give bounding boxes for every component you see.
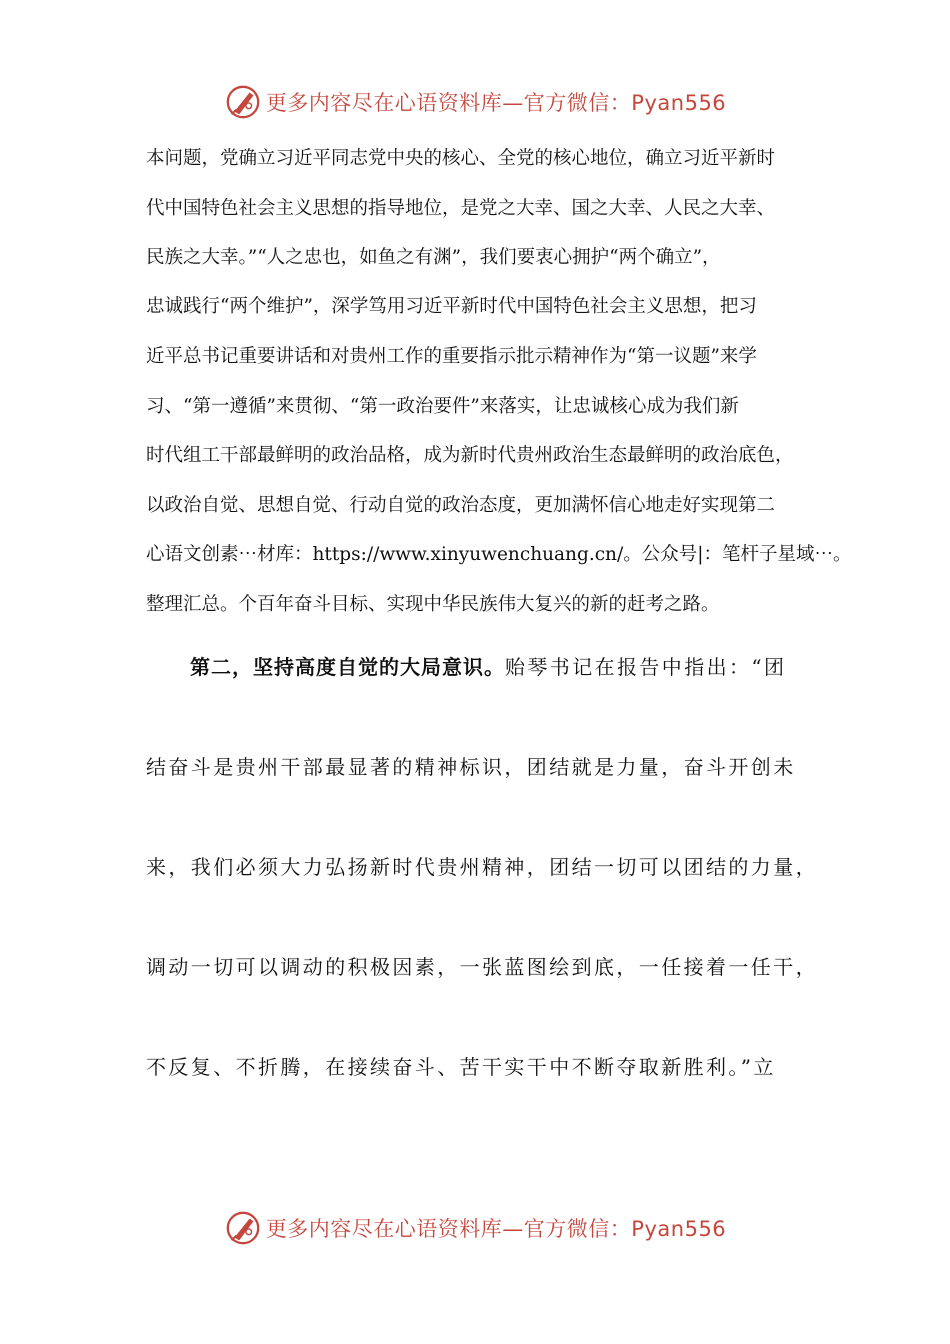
- watermark-banner-top: [0, 82, 950, 122]
- text-line: 代中国特色社会主义思想的指导地位，是党之大幸、国之大幸、人民之大幸、: [146, 198, 776, 219]
- text-line: 忠诚践行“两个维护”，深学笃用习近平新时代中国特色社会主义思想，把习: [146, 296, 757, 317]
- text-line: 时代组工干部最鲜明的政治品格，成为新时代贵州政治生态最鲜明的政治底色，: [146, 445, 794, 466]
- watermark-text: 更多内容尽在心语资料库—官方微信：Pyan556: [265, 1217, 727, 1241]
- heading-continuation: 贻琴书记在报告中指出：“团: [505, 655, 787, 679]
- watermark-text: 更多内容尽在心语资料库—官方微信：Pyan556: [265, 91, 727, 115]
- text-line: 近平总书记重要讲话和对贵州工作的重要指示批示精神作为“第一议题”来学: [146, 346, 757, 367]
- paragraph-2-first-line: [190, 654, 786, 680]
- text-line: 心语文创素⋯材库：https://www.xinyuwenchuang.cn/。公众号|：笔杆子星域⋯。: [146, 544, 852, 565]
- text-line: 本问题，党确立习近平同志党中央的核心、全党的核心地位，确立习近平新时: [146, 148, 776, 169]
- text-line: 民族之大幸。”“人之忠也，如鱼之有渊”，我们要衷心拥护“两个确立”，: [146, 247, 721, 268]
- pen-nib-logo-icon: [224, 1209, 262, 1247]
- text-line: 以政治自觉、思想自觉、行动自觉的政治态度，更加满怀信心地走好实现第二: [146, 495, 776, 516]
- text-line: 结奋斗是贵州干部最显著的精神标识，团结就是力量，奋斗开创未: [146, 755, 796, 779]
- text-line: 整理汇总。个百年奋斗目标、实现中华民族伟大复兴的新的赶考之路。: [146, 594, 720, 615]
- text-line: 调动一切可以调动的积极因素，一张蓝图绘到底，一任接着一任干，: [146, 955, 818, 979]
- text-line: 不反复、不折腾，在接续奋斗、苦干实干中不断夺取新胜利。”立: [146, 1055, 776, 1079]
- text-line: 习、“第一遵循”来贯彻、“第一政治要件”来落实，让忠诚核心成为我们新: [146, 396, 739, 417]
- watermark-banner-bottom: [0, 1208, 950, 1248]
- pen-nib-logo-icon: [224, 83, 262, 121]
- text-line: 来，我们必须大力弘扬新时代贵州精神，团结一切可以团结的力量，: [146, 855, 818, 879]
- section-heading: 第二，坚持高度自觉的大局意识。: [190, 655, 505, 679]
